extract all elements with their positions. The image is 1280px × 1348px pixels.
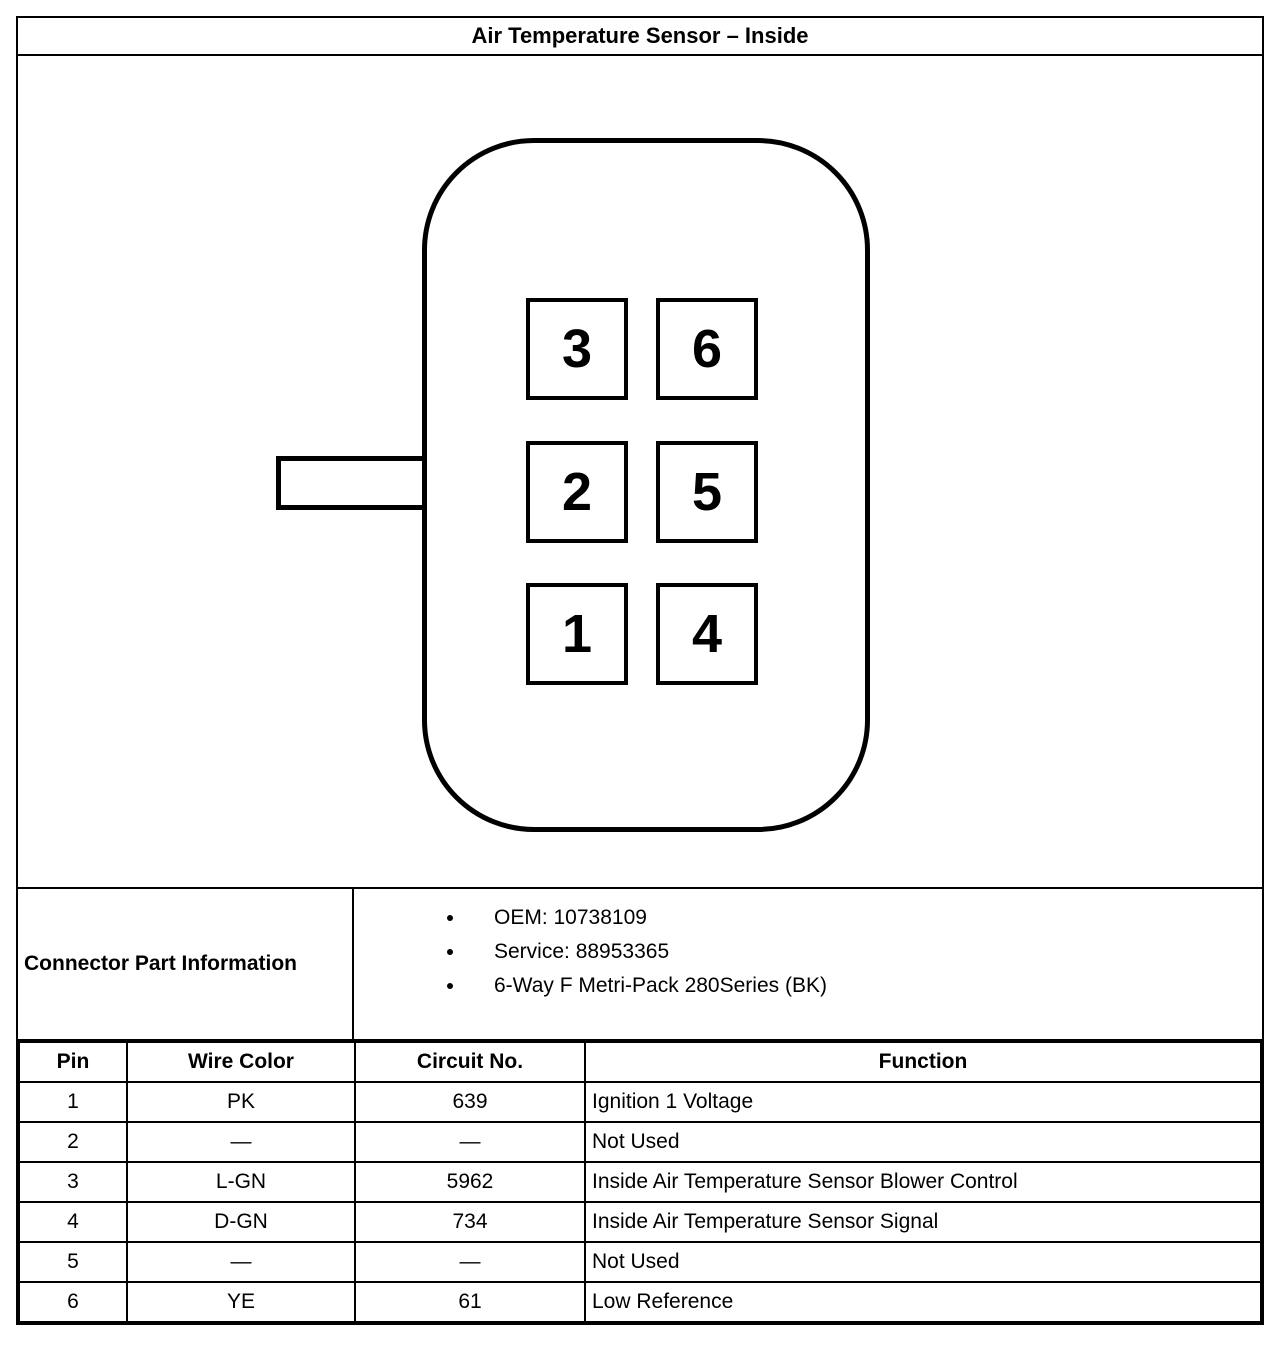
wire-color-cell: —	[127, 1242, 355, 1282]
pin-cell: 2	[19, 1122, 127, 1162]
part-info-type: • 6-Way F Metri-Pack 280Series (BK)	[466, 969, 1252, 1003]
pin-cavity-5: 5	[656, 441, 758, 543]
table-row	[19, 1122, 1261, 1162]
wire-color-cell: —	[127, 1122, 355, 1162]
function-cell: Inside Air Temperature Sensor Signal	[585, 1202, 1261, 1242]
circuit-cell: —	[355, 1122, 585, 1162]
part-info-bullet-list	[354, 901, 1252, 1003]
wire-color-cell: PK	[127, 1082, 355, 1122]
circuit-cell: 5962	[355, 1162, 585, 1202]
function-cell: Not Used	[585, 1242, 1261, 1282]
connector-document	[16, 16, 1264, 1325]
pin-cavity-6: 6	[656, 298, 758, 400]
part-info-details	[354, 889, 1262, 1039]
part-info-service: • Service: 88953365	[466, 935, 1252, 969]
pin-cavity-1: 1	[526, 583, 628, 685]
circuit-cell: 61	[355, 1282, 585, 1322]
function-cell: Ignition 1 Voltage	[585, 1082, 1261, 1122]
header-function: Function	[585, 1042, 1261, 1082]
connector-body-outline	[422, 138, 870, 832]
page-title: Air Temperature Sensor – Inside	[18, 18, 1262, 56]
function-cell: Inside Air Temperature Sensor Blower Control	[585, 1162, 1261, 1202]
circuit-cell: 639	[355, 1082, 585, 1122]
header-wire-color: Wire Color	[127, 1042, 355, 1082]
pin-cavity-4: 4	[656, 583, 758, 685]
circuit-cell: 734	[355, 1202, 585, 1242]
table-row	[19, 1242, 1261, 1282]
part-info-oem: • OEM: 10738109	[466, 901, 1252, 935]
header-circuit-no: Circuit No.	[355, 1042, 585, 1082]
connector-part-information-section	[18, 889, 1262, 1041]
table-row	[19, 1082, 1261, 1122]
table-row	[19, 1162, 1261, 1202]
part-info-label: Connector Part Information	[18, 889, 354, 1039]
wire-color-cell: L-GN	[127, 1162, 355, 1202]
connector-lock-tab	[276, 456, 428, 510]
function-cell: Not Used	[585, 1122, 1261, 1162]
table-header-row	[19, 1042, 1261, 1082]
table-row	[19, 1202, 1261, 1242]
circuit-cell: —	[355, 1242, 585, 1282]
pinout-table	[18, 1041, 1262, 1323]
function-cell: Low Reference	[585, 1282, 1261, 1322]
wire-color-cell: YE	[127, 1282, 355, 1322]
pin-cavity-3: 3	[526, 298, 628, 400]
wire-color-cell: D-GN	[127, 1202, 355, 1242]
pin-cell: 3	[19, 1162, 127, 1202]
pin-cell: 1	[19, 1082, 127, 1122]
pin-cell: 4	[19, 1202, 127, 1242]
header-pin: Pin	[19, 1042, 127, 1082]
pin-cell: 6	[19, 1282, 127, 1322]
table-row	[19, 1282, 1261, 1322]
pin-cavity-2: 2	[526, 441, 628, 543]
pin-cell: 5	[19, 1242, 127, 1282]
connector-diagram	[18, 56, 1262, 889]
